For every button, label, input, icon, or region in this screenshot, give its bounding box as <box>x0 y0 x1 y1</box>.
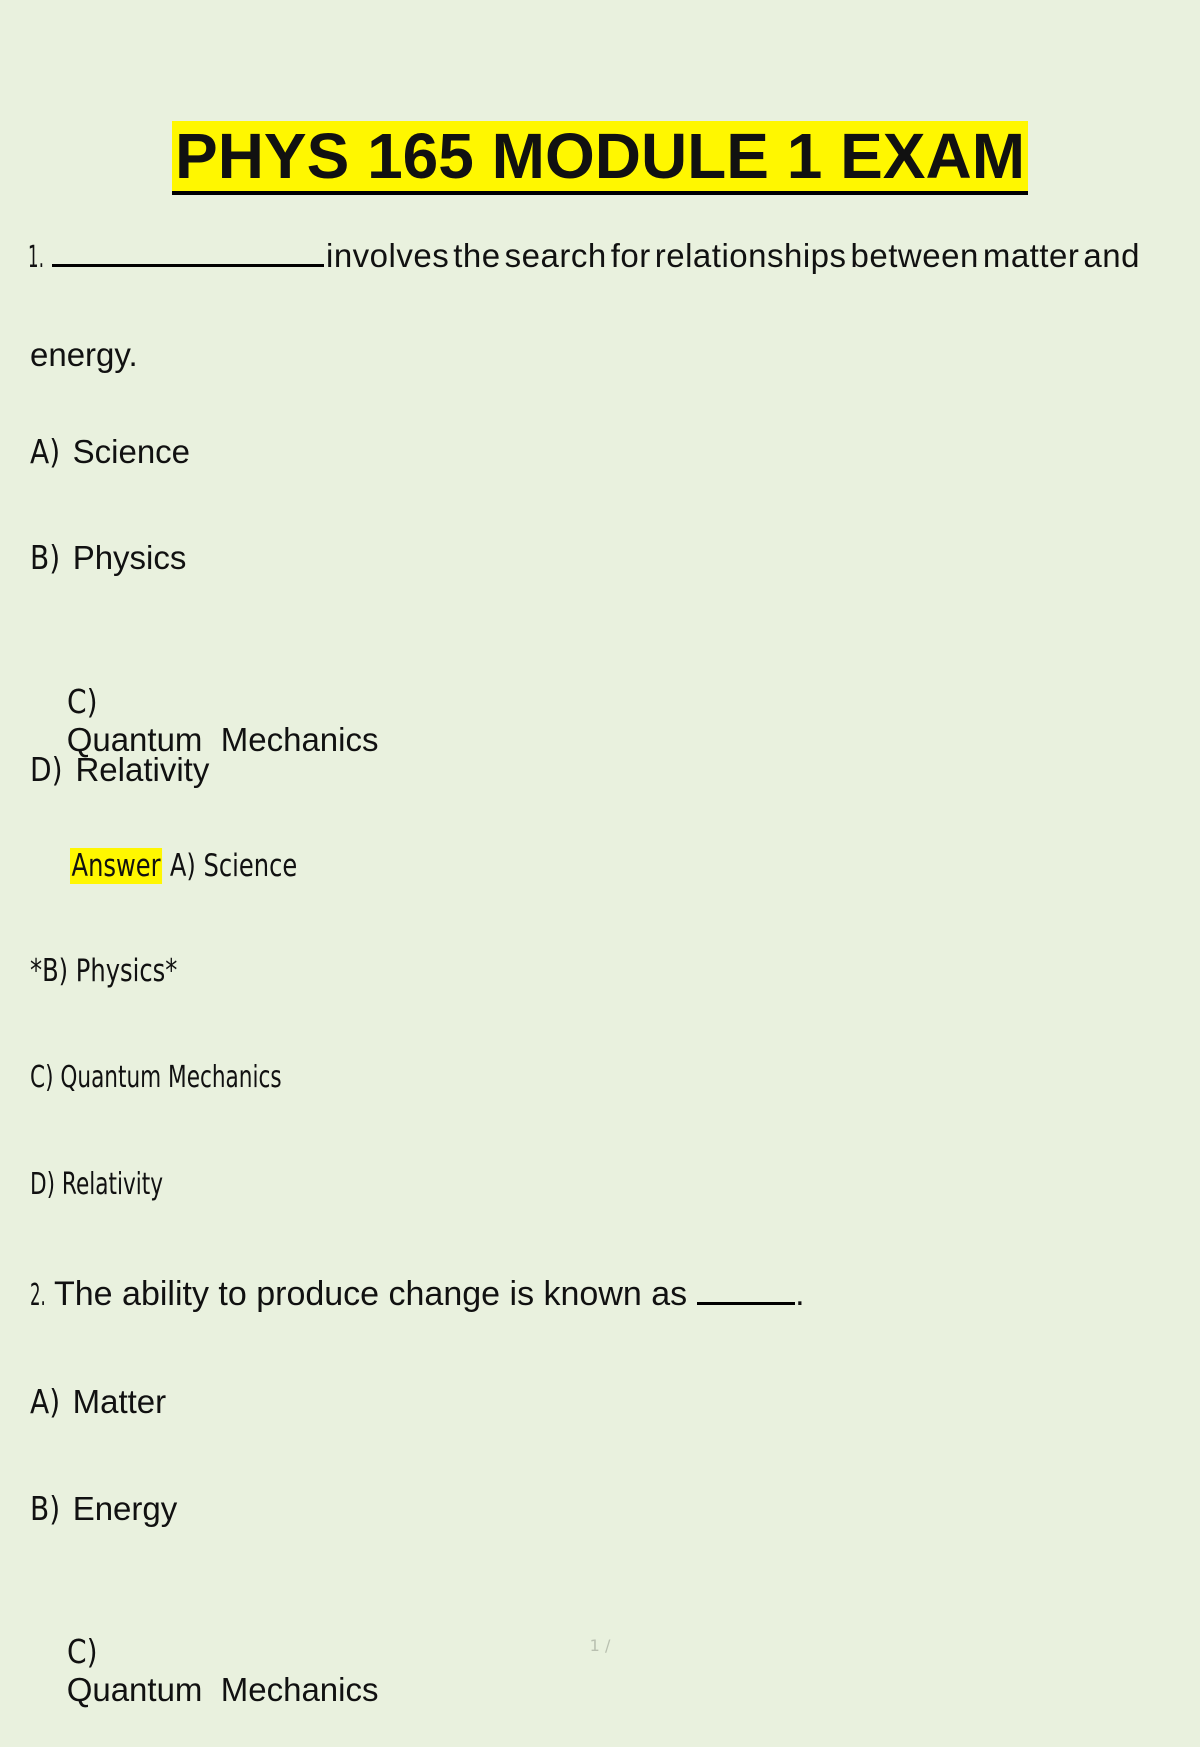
option-d <box>30 750 209 789</box>
option-text: Quantum Mechanics <box>66 721 379 758</box>
answer-option-c <box>30 1060 379 1095</box>
option-a <box>30 432 190 471</box>
option-c <box>30 1594 379 1747</box>
answer-option-text: *B) Physics* <box>30 953 178 989</box>
answer-text: A) Science <box>169 848 298 884</box>
question-stem: The ability to produce change is known as <box>54 1275 688 1313</box>
option-text: Physics <box>72 539 187 576</box>
question-1-stem <box>28 236 1140 275</box>
option-text: Energy <box>72 1490 178 1527</box>
question-stem <box>326 237 1140 275</box>
answer-option-text: D) Relativity <box>30 1167 163 1202</box>
question-1-stem-continued: energy. <box>30 336 138 373</box>
title-wrap <box>0 121 1200 195</box>
option-text: Matter <box>72 1383 167 1420</box>
answer-line <box>70 848 361 884</box>
option-b <box>30 1489 177 1528</box>
option-text: Science <box>72 433 191 470</box>
exam-title: PHYS 165 MODULE 1 EXAM <box>172 121 1028 195</box>
question-stem-end: . <box>795 1275 805 1313</box>
answer-option-d <box>30 1167 215 1202</box>
option-a <box>30 1382 166 1421</box>
question-number: 2. <box>30 1278 46 1313</box>
option-letter: D) <box>30 750 63 789</box>
option-letter: C) <box>66 682 98 721</box>
stem-word: between <box>850 237 979 274</box>
page-number: 1 / <box>589 1636 611 1655</box>
question-2-stem <box>30 1275 805 1314</box>
stem-word: relationships <box>654 237 847 274</box>
option-letter: A) <box>30 1382 61 1421</box>
option-b <box>30 538 186 577</box>
stem-word: search <box>504 237 607 274</box>
stem-word: for <box>610 237 651 274</box>
answer-blank <box>697 1276 795 1305</box>
stem-word: and <box>1083 237 1140 274</box>
stem-word: the <box>453 237 501 274</box>
answer-blank <box>52 236 324 267</box>
answer-option-b <box>30 953 219 989</box>
option-letter: A) <box>30 432 61 471</box>
option-text: Relativity <box>75 751 210 788</box>
answer-content <box>70 848 297 884</box>
option-text: Quantum Mechanics <box>66 1671 379 1708</box>
answer-option-text: C) Quantum Mechanics <box>30 1060 282 1095</box>
question-number: 1. <box>28 240 45 275</box>
option-letter: C) <box>66 1632 98 1671</box>
option-letter: B) <box>30 1489 61 1528</box>
option-letter: B) <box>30 538 61 577</box>
stem-word: involves <box>326 237 450 274</box>
stem-word: matter <box>982 237 1080 274</box>
answer-label: Answer <box>71 848 161 884</box>
